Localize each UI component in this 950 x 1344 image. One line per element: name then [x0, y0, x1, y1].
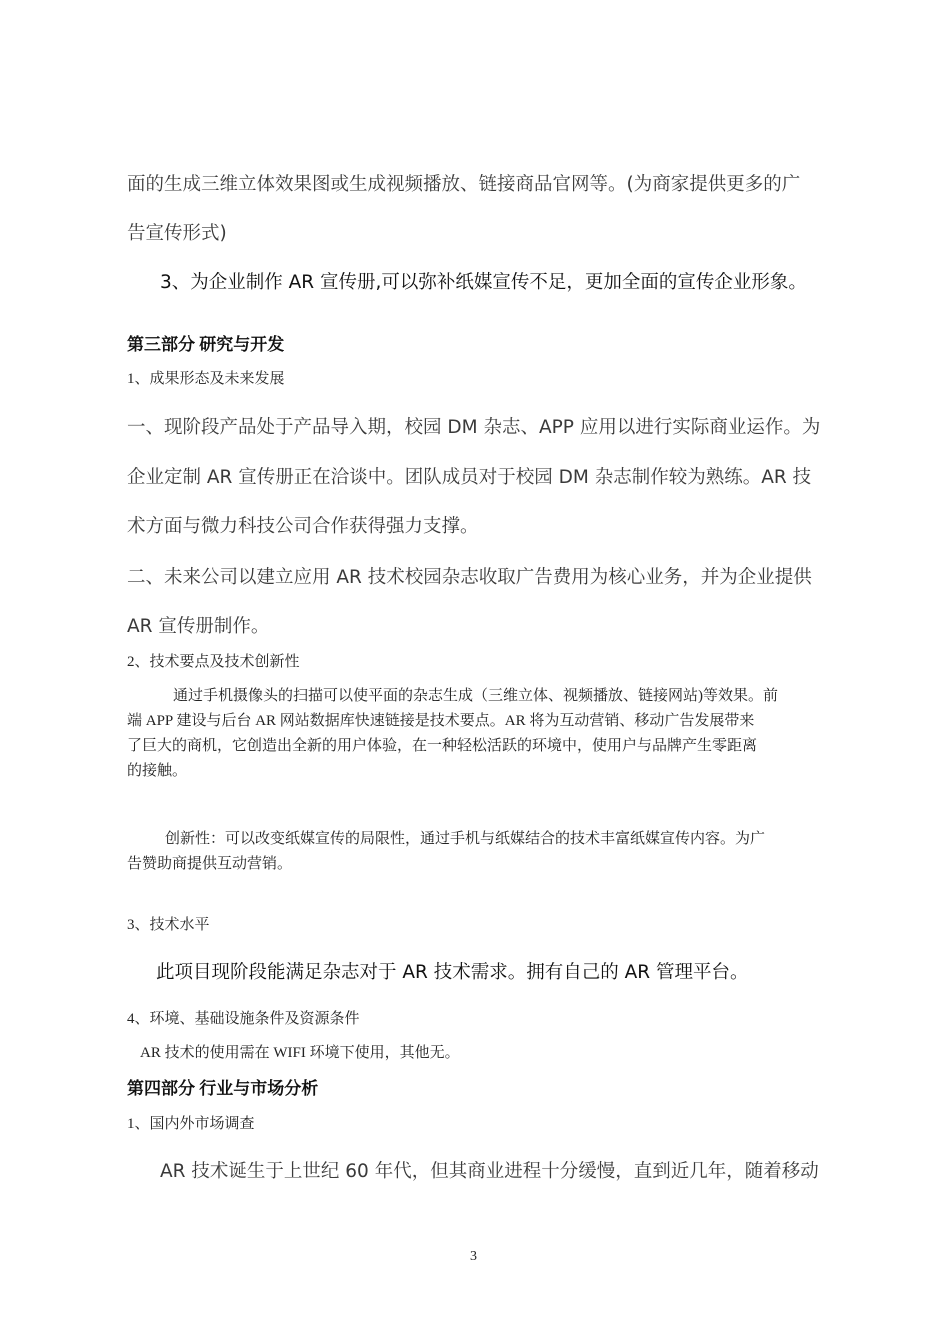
paragraph-line: 告宣传形式) [127, 223, 227, 244]
paragraph-line: 术方面与微力科技公司合作获得强力支撑。 [127, 516, 479, 537]
paragraph-line: 端 APP 建设与后台 AR 网站数据库快速链接是技术要点。AR 将为互动营销、移动广告发展带来 [127, 713, 755, 729]
subsection-title: 3、技术水平 [127, 917, 210, 933]
paragraph-line: 二、未来公司以建立应用 AR 技术校园杂志收取广告费用为核心业务，并为企业提供 [127, 567, 812, 588]
subsection-title: 2、技术要点及技术创新性 [127, 654, 300, 670]
paragraph-line: 面的生成三维立体效果图或生成视频播放、链接商品官网等。(为商家提供更多的广 [127, 174, 801, 195]
list-item-3: 3、为企业制作 AR 宣传册,可以弥补纸媒宣传不足，更加全面的宣传企业形象。 [160, 272, 807, 293]
paragraph-line: AR 宣传册制作。 [127, 616, 270, 637]
paragraph-line: 通过手机摄像头的扫描可以使平面的杂志生成（三维立体、视频播放、链接网站)等效果。前 [173, 688, 778, 704]
section-heading-part4: 第四部分 行业与市场分析 [127, 1079, 319, 1098]
paragraph-line: 告赞助商提供互动营销。 [127, 856, 293, 872]
paragraph-line: 一、现阶段产品处于产品导入期，校园 DM 杂志、APP 应用以进行实际商业运作。为 [127, 417, 821, 438]
subsection-title: 1、国内外市场调查 [127, 1116, 255, 1132]
paragraph-line: AR 技术的使用需在 WIFI 环境下使用，其他无。 [140, 1045, 460, 1061]
paragraph-line: 企业定制 AR 宣传册正在洽谈中。团队成员对于校园 DM 杂志制作较为熟练。AR 技 [127, 467, 812, 488]
paragraph-line: 的接触。 [127, 763, 188, 779]
paragraph-line: 此项目现阶段能满足杂志对于 AR 技术需求。拥有自己的 AR 管理平台。 [156, 962, 749, 983]
section-heading-part3: 第三部分 研究与开发 [127, 335, 285, 354]
subsection-title: 1、成果形态及未来发展 [127, 371, 285, 387]
subsection-title: 4、环境、基础设施条件及资源条件 [127, 1011, 360, 1027]
paragraph-line: 创新性：可以改变纸媒宣传的局限性，通过手机与纸媒结合的技术丰富纸媒宣传内容。为广 [165, 831, 766, 847]
paragraph-line: 了巨大的商机，它创造出全新的用户体验，在一种轻松活跃的环境中，使用户与品牌产生零距离 [127, 738, 758, 754]
paragraph-line: AR 技术诞生于上世纪 60 年代，但其商业进程十分缓慢，直到近几年，随着移动 [160, 1161, 819, 1182]
page-number: 3 [470, 1249, 477, 1264]
